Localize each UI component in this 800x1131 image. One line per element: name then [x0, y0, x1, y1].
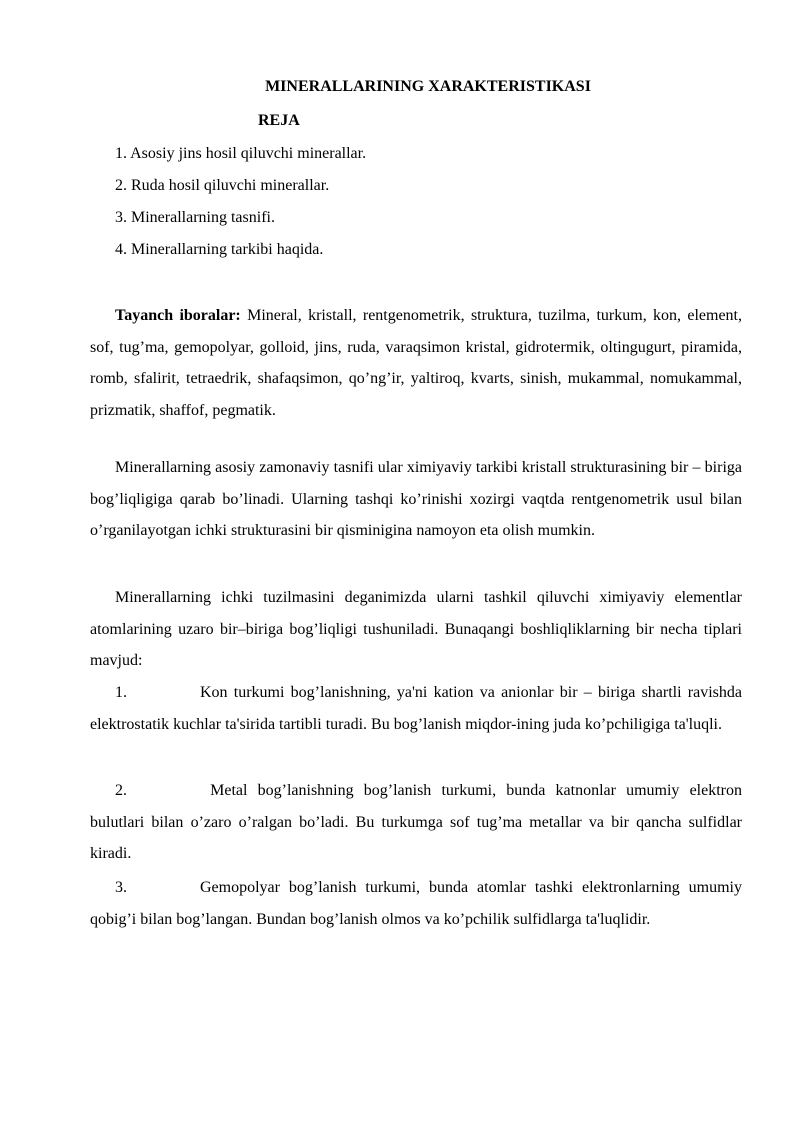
item-number: 3. [115, 879, 127, 896]
plan-list [115, 143, 366, 271]
plan-item: 4. Minerallarning tarkibi haqida. [115, 241, 324, 258]
document-title: MINERALLARINING XARAKTERISTIKASI [265, 78, 591, 95]
numbered-item [90, 775, 742, 870]
keywords-label: Tayanch iboralar: [115, 307, 241, 324]
plan-heading: REJA [258, 112, 300, 129]
item-number: 2. [115, 782, 127, 799]
body-paragraph: Minerallarning ichki tuzilmasini deganimizda ularni tashkil qiluvchi ximiyaviy elementlar atomlarining uzaro bir–biriga bog’liqligi tushuniladi. Bunaqangi boshliqliklarning bir necha tiplari mavjud: [90, 589, 742, 669]
item-text: Metal bog’lanishning bog’lanish turkumi, bunda katnonlar umumiy elektron bulutlari bilan o’zaro o’ralgan bo’ladi. Bu turkumga sof tug’ma metallar va bir qancha sulfidlar kiradi. [90, 782, 742, 862]
body-paragraph: Minerallarning asosiy zamonaviy tasnifi ular ximiyaviy tarkibi kristall strukturasining bir – biriga bog’liqligiga qarab bo’linadi. Ularning tashqi ko’rinishi xozirgi vaqtda rentgenometrik usul bilan o’rganilayotgan ichki strukturasini bir qisminigina namoyon eta olish mumkin. [90, 459, 742, 539]
item-text: Kon turkumi bog’lanishning, ya'ni kation va anionlar bir – biriga shartli ravishda elektrostatik kuchlar ta'sirida tartibli turadi. Bu bog’lanish miqdor-ining juda ko’pchiligiga ta'luqli. [90, 684, 742, 733]
keywords-text: Mineral, kristall, rentgenometrik, struktura, tuzilma, turkum, kon, element, sof, tug’ma, gemopolyar, golloid, jins, ruda, varaqsimon kristal, gidrotermik, oltingugurt, piramida, romb, sfalirit, tetraedrik, shafaqsimon, qo’ng’ir, yaltiroq, kvarts, sinish, mukammal, nomukammal, prizmatik, shaffof, pegmatik. [90, 307, 743, 419]
keywords-paragraph [90, 300, 742, 426]
numbered-item [90, 872, 742, 935]
item-number: 1. [115, 684, 127, 701]
plan-item: 1. Asosiy jins hosil qiluvchi minerallar. [115, 145, 367, 162]
plan-item: 2. Ruda hosil qiluvchi minerallar. [115, 177, 330, 194]
numbered-item [90, 677, 742, 740]
item-text: Gemopolyar bog’lanish turkumi, bunda atomlar tashki elektronlarning umumiy qobig’i bilan bog’langan. Bundan bog’lanish olmos va ko’pchilik sulfidlarga ta'luqlidir. [90, 879, 742, 928]
plan-item: 3. Minerallarning tasnifi. [115, 209, 275, 226]
